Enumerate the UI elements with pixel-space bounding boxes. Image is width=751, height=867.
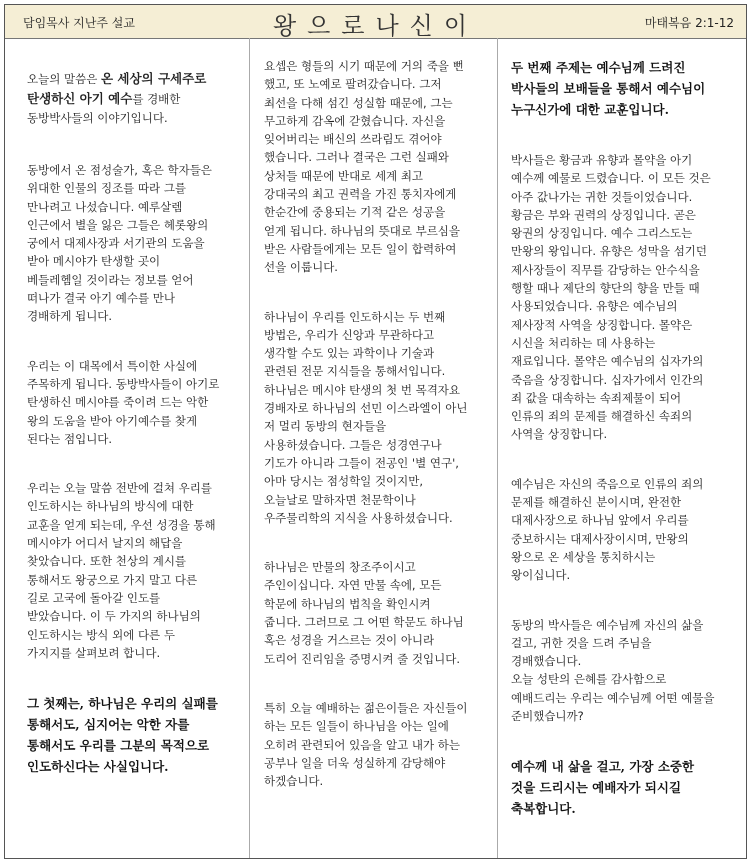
paragraph: 예수님은 자신의 죽음으로 인류의 죄의 문제를 해결하신 분이시며, 완전한 대제사장으로 하나님 앞에서 우리를 중보하시는 대제사장이시며, 만왕의 왕으로 온 세상을 통치하시는 왕이십니다. xyxy=(511,476,704,583)
scripture-reference: 마태복음 2:1-12 xyxy=(644,16,734,30)
header-label: 담임목사 지난주 설교 xyxy=(23,16,135,30)
paragraph: 동방에서 온 점성술가, 혹은 학자들은 위대한 인물의 징조를 따라 그를 만나려고 나섰습니다. 예루살렘 인근에서 별을 잃은 그들은 헤롯왕의 궁에서 대제사장과 서기관의 도움을 받아 메시야가 탄생할 곳이 베들레헴일 것이라는 정보를 얻어 떠나가 결국 아기 예수를 만나 경배하게 됩니다. xyxy=(27,163,212,324)
header-bar xyxy=(5,5,746,39)
sermon-title: 왕으로나신이 xyxy=(272,12,479,40)
paragraph: 동방의 박사들은 예수님께 자신의 삶을 걸고, 귀한 것을 드려 주님을 경배했습니다. 오늘 성탄의 은혜를 감사함으로 예배드리는 우리는 예수님께 어떤 예물을 준비했습니까? xyxy=(511,617,715,724)
intro-paragraph xyxy=(27,69,243,128)
intro-text: 오늘의 말씀은 xyxy=(27,72,101,86)
first-point-emphasis: 하나님은 우리의 실패를 통해서도, 심지어는 악한 자를 통해서도 우리를 그분의 목적으로 인도하신다는 사실입니다. xyxy=(27,696,218,775)
paragraph: 우리는 이 대목에서 특이한 사실에 주목하게 됩니다. 동방박사들이 아기로 탄생하신 메시야를 죽이려 드는 악한 왕의 도움을 받아 아기예수를 찾게 된다는 점입니다. xyxy=(27,358,220,446)
second-theme-emphasis: 예수님께 드려진 박사들의 보배들을 통해서 예수님이 누구신가에 대한 교훈입니다. xyxy=(511,60,706,117)
paragraph: 하나님은 만물의 창조주이시고 주인이십니다. 자연 만물 속에, 모든 학문에 하나님의 법칙을 확인시켜 줍니다. 그러므로 그 어떤 학문도 하나님 혹은 성경을 거스르는 것이 아니라 도리어 진리임을 증명시켜 줄 것입니다. xyxy=(264,560,464,666)
paragraph: 박사들은 황금과 유향과 몰약을 아기 예수께 예물로 드렸습니다. 이 모든 것은 아주 값나가는 귀한 것들이었습니다. 황금은 부와 권력의 상징입니다. 곧은 왕권의 상징입니다. 예수 그리스도는 만왕의 왕입니다. 유향은 성막을 섬기던 제사장들이 직무를 감당하는 안수식을 행할 때나 제단의 향단의 향을 만들 때 사용되었습니다. 유향은 예수님의 제사장적 사역을 상징합니다. 몰약은 시신을 처리하는 데 사용하는 재료입니다. 몰약은 예수님의 십자가의 죽음을 상징합니다. 십자가에서 인간의 죄 값을 대속하는 속죄제물이 되어 인류의 죄의 문제를 해결하신 속죄의 사역을 상징합니다. xyxy=(511,153,711,442)
second-theme-lead: 두 번째 주제는 xyxy=(511,60,597,75)
intro-emphasis: 온 세상의 구세주로 탄생하신 아기 예수 xyxy=(27,71,207,106)
paragraph: 하나님이 우리를 인도하시는 두 번째 방법은, 우리가 신앙과 무관하다고 생각할 수도 있는 과학이나 기술과 관련된 전문 지식들을 통해서입니다. 하나님은 메시야 탄생의 첫 번 목격자요 경배자로 하나님의 선민 이스라엘이 아닌 저 멀리 동방의 현자들을 사용하셨습니다. 그들은 성경연구나 기도가 아니라 그들이 전공인 '별 연구', 아마 당시는 점성학일 것이지만, 오늘날로 말하자면 천문학이나 우주물리학의 지식을 사용하셨습니다. xyxy=(264,309,468,525)
paragraph: 요셉은 형들의 시기 때문에 거의 죽을 뻔 했고, 또 노예로 팔려갔습니다. 그저 최선을 다해 섬긴 성실함 때문에, 그는 무고하게 감옥에 갇혔습니다. 자신을 잊어버리는 배신의 쓰라림도 겪어야 했습니다. 그러나 결국은 그런 실패와 상처들 때문에 반대로 세계 최고 강대국의 최고 권력을 가진 통치자에게 한순간에 중용되는 기적 같은 성공을 얻게 됩니다. 하나님의 뜻대로 부르심을 받은 사람들에게는 모든 일이 합력하여 선을 이룹니다. xyxy=(264,59,464,275)
paragraph: 특히 오늘 예배하는 젊은이들은 자신들이 하는 모든 일들이 하나님을 아는 일에 오히려 관련되어 있음을 알고 내가 하는 공부나 일을 더욱 성실하게 감당해야 하겠습니다. xyxy=(264,700,468,789)
first-point-paragraph xyxy=(27,693,243,777)
column-3 xyxy=(498,38,746,858)
closing-blessing: 예수께 내 삶을 걸고, 가장 소중한 것을 드리시는 예배자가 되시길 축복합니다. xyxy=(511,759,695,817)
intro-text-end: 를 경배한 동방박사들의 이야기입니다. xyxy=(27,92,181,125)
bulletin-page xyxy=(4,4,747,859)
paragraph: 우리는 오늘 말씀 전반에 걸쳐 우리를 인도하시는 하나님의 방식에 대한 교훈을 얻게 되는데, 우선 성경을 통해 메시야가 어디서 날지의 해답을 찾았습니다. 또한 천상의 계시를 통해서도 왕궁으로 가지 말고 다른 길로 고국에 돌아갈 인도를 받았습니다. 이 두 가지의 하나님의 인도하시는 방식 외에 다른 두 가지지를 살펴보려 합니다. xyxy=(27,481,216,660)
column-1 xyxy=(5,38,250,858)
first-point-lead: 그 첫째는, xyxy=(27,696,89,712)
column-2 xyxy=(250,38,498,858)
second-theme-paragraph xyxy=(511,57,740,120)
